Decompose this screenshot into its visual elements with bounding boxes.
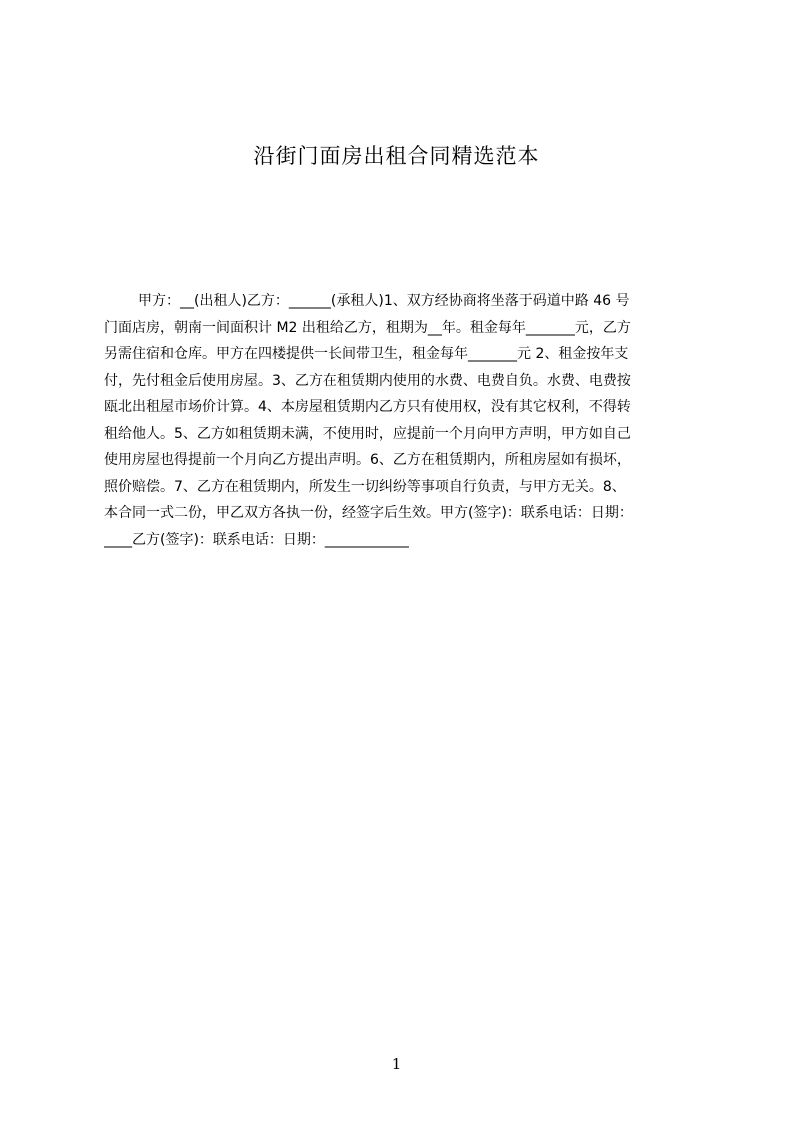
body-line-10: ____乙方(签字)：联系电话：日期：____________ (104, 531, 409, 548)
body-line-9: 本合同一式二份，甲乙双方各执一份，经签字后生效。甲方(签字)：联系电话：日期： (104, 505, 633, 521)
body-line-4: 付，先付租金后使用房屋。3、乙方在租赁期内使用的水费、电费自负。水费、电费按 (104, 372, 631, 389)
body-line-2: 门面店房，朝南一间面积计 M2 出租给乙方，租期为__年。租金每年_______元，乙方 (104, 319, 631, 336)
body-line-5: 瓯北出租屋市场价计算。4、本房屋租赁期内乙方只有使用权，没有其它权利，不得转 (104, 399, 631, 415)
body-line-6: 租给他人。5、乙方如租赁期未满，不使用时，应提前一个月向甲方声明，甲方如自己 (104, 425, 631, 442)
body-line-1: 甲方：__(出租人)乙方：______(承租人)1、双方经协商将坐落于码道中路 46 号 (138, 293, 630, 309)
body-line-8: 照价赔偿。7、乙方在租赁期内，所发生一切纠纷等事项自行负责，与甲方无关。8、 (104, 478, 626, 495)
contract-body (104, 288, 696, 553)
body-line-3: 另需住宿和仓库。甲方在四楼提供一长间带卫生，租金每年_______元 2、租金按年支 (104, 346, 629, 362)
body-line-7: 使用房屋也得提前一个月向乙方提出声明。6、乙方在租赁期内，所租房屋如有损坏， (104, 452, 631, 468)
document-title: 沿街门面房出租合同精选范本 (253, 144, 540, 168)
page-number: 1 (391, 1055, 402, 1073)
